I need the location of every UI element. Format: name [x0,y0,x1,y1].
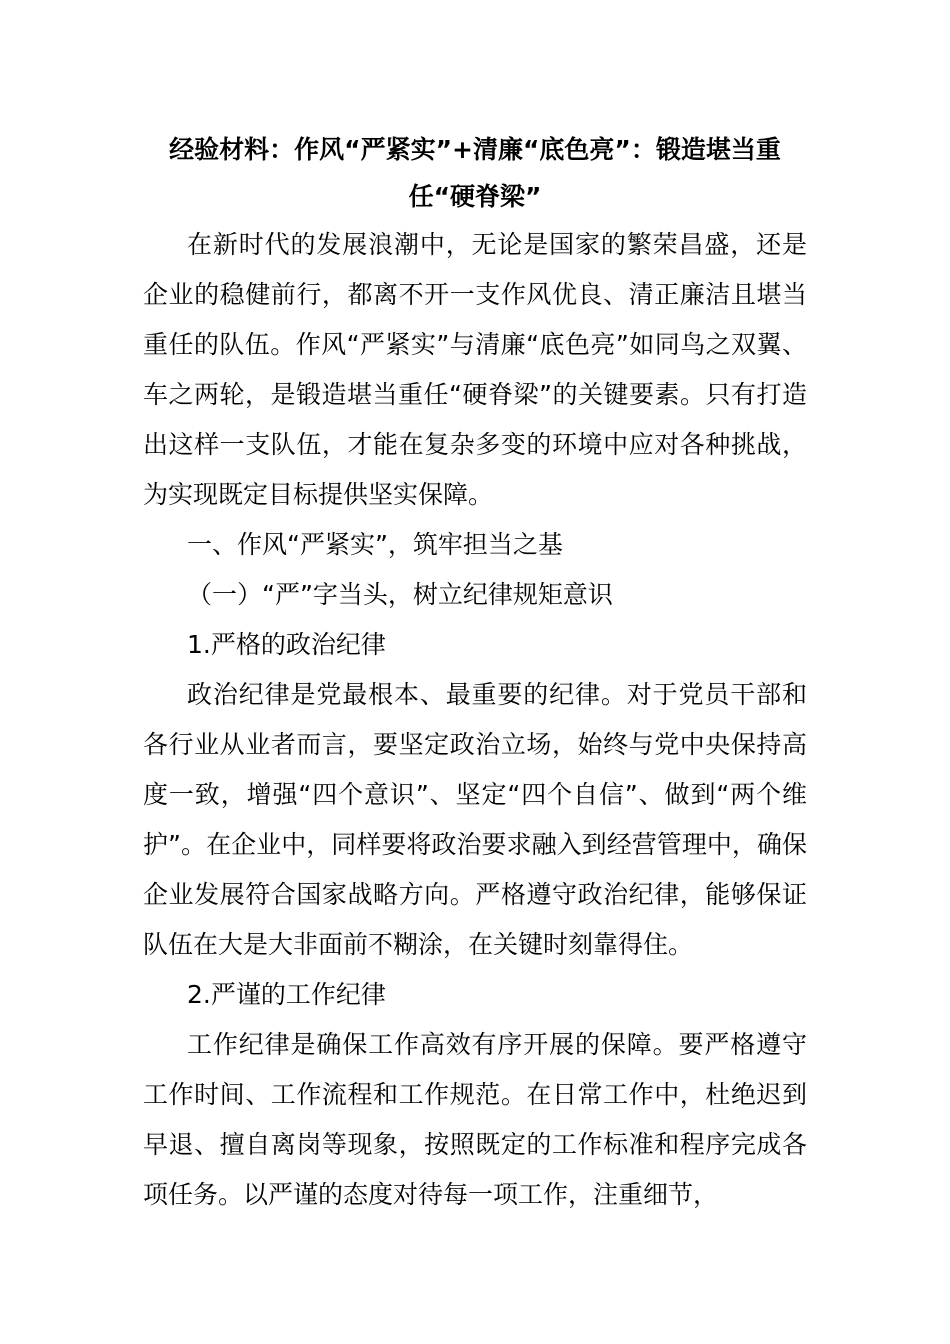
item-heading: 1.严格的政治纪律 [187,630,386,659]
document-title: 经验材料：作风“严紧实”+清廉“底色亮”：锻造堪当重任“硬脊梁” [169,135,781,211]
section-heading: 一、作风“严紧实”，筑牢担当之基 [187,530,563,559]
intro-paragraph: 在新时代的发展浪潮中，无论是国家的繁荣昌盛，还是企业的稳健前行，都离不开一支作风优良、清正廉洁且堪当重任的队伍。作风“严紧实”与清廉“底色亮”如同鸟之双翼、车之两轮，是锻造堪当重任“硬脊梁”的关键要素。只有打造出这样一支队伍，才能在复杂多变的环境中应对各种挑战，为实现既定目标提供坚实保障。 [143,230,807,509]
subsection-heading: （一）“严”字当头，树立纪律规矩意识 [187,580,613,609]
item-paragraph: 政治纪律是党最根本、最重要的纪律。对于党员干部和各行业从业者而言，要坚定政治立场，始终与党中央保持高度一致，增强“四个意识”、坚定“四个自信”、做到“两个维护”。在企业中，同样要将政治要求融入到经营管理中，确保企业发展符合国家战略方向。严格遵守政治纪律，能够保证队伍在大是大非面前不糊涂，在关键时刻靠得住。 [143,680,807,959]
document-page [143,126,807,1220]
item-heading: 2.严谨的工作纪律 [187,980,386,1009]
item-paragraph: 工作纪律是确保工作高效有序开展的保障。要严格遵守工作时间、工作流程和工作规范。在日常工作中，杜绝迟到早退、擅自离岗等现象，按照既定的工作标准和程序完成各项任务。以严谨的态度对待每一项工作，注重细节， [143,1030,807,1209]
